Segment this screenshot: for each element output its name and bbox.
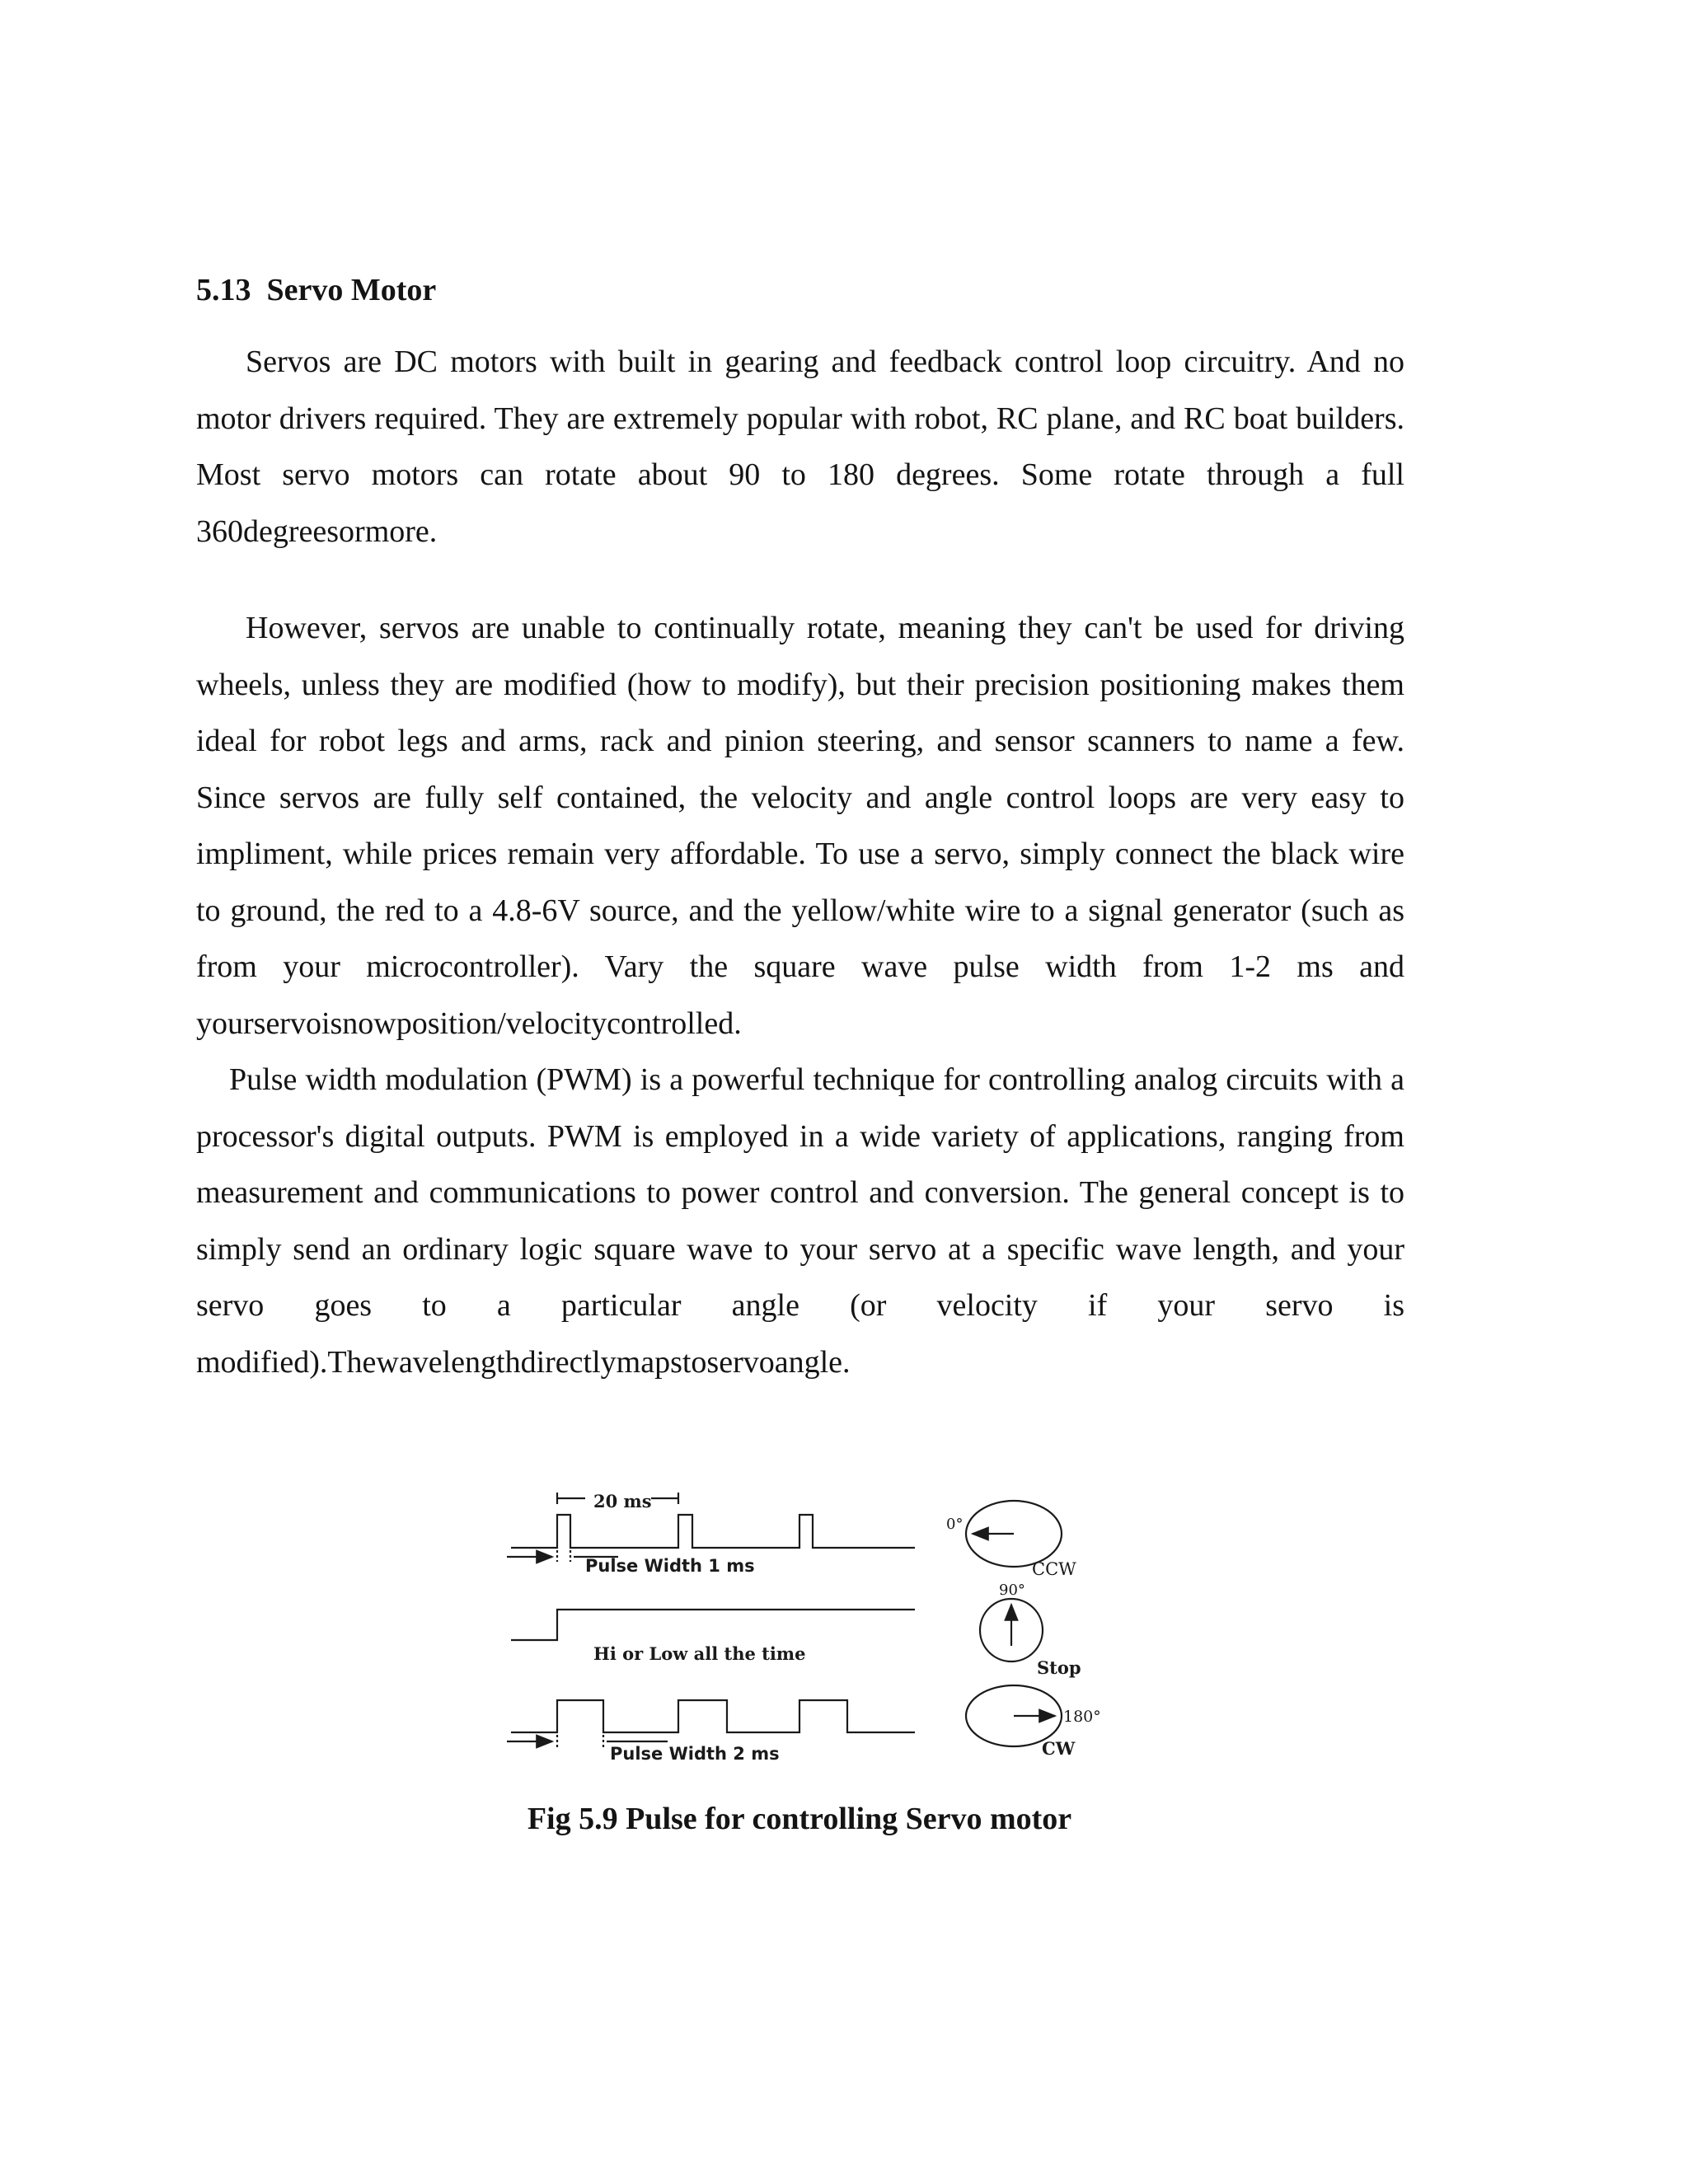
pulse1-label: Pulse Width 1 ms <box>585 1556 755 1576</box>
ccw-label: CCW <box>1032 1559 1076 1579</box>
cw-label: CW <box>1042 1738 1076 1759</box>
paragraph-servo-usage: However, servos are unable to continually rotate, meaning they can't be used for driving wheels, unless they are modified (how to modify), but their precision positioning makes them ideal for robot legs and arms, rack and pinion steering, and sensor scanners to name a few. Since servos are fully self contained, the velocity and angle control loops are very easy to impliment, while prices remain very affordable. To use a servo, simply connect the black wire to ground, the red to a 4.8-6V source, and the yellow/white wire to a signal generator (such as from your microcontroller). Vary the square wave pulse width from 1-2 ms and yourservoisnowposition/velocitycontrolled. <box>196 611 1404 1041</box>
angle-180-label: 180° <box>1063 1708 1101 1726</box>
constant-label: Hi or Low all the time <box>593 1643 806 1664</box>
paragraph-pwm: Pulse width modulation (PWM) is a powerful technique for controlling analog circuits with a processor's digital outputs. PWM is employed in a wide variety of applications, ranging from measurement and communications to power control and conversion. The general concept is to simply send an ordinary logic square wave to your servo at a specific wave length, and your servo goes to a particular angle (or velocity if your servo is modified).Thewavelengthdirectlymapstoservoangle. <box>196 1062 1404 1380</box>
waveform-1ms <box>511 1515 915 1548</box>
pulse-diagram <box>503 1479 1146 1768</box>
waveform-2ms <box>511 1700 915 1732</box>
angle-0-label: 0° <box>946 1516 964 1533</box>
servo-stop-dial <box>980 1599 1043 1661</box>
angle-90-label: 90° <box>999 1582 1025 1599</box>
section-heading: 5.13 Servo Motor <box>196 273 437 307</box>
stop-label: Stop <box>1037 1657 1081 1678</box>
servo-ccw-dial <box>966 1501 1062 1567</box>
paragraph-servo-intro: Servos are DC motors with built in gearing and feedback control loop circuitry. And no motor drivers required. They are extremely popular with robot, RC plane, and RC boat builders. Most servo motors can rotate about 90 to 180 degrees. Some rotate through a full 360degreesormore. <box>196 344 1404 549</box>
figure-caption: Fig 5.9 Pulse for controlling Servo motor <box>527 1802 1072 1836</box>
period-label: 20 ms <box>593 1491 652 1511</box>
waveform-constant <box>511 1610 915 1640</box>
servo-cw-dial <box>966 1685 1062 1746</box>
pulse-diagram-svg <box>503 1479 1146 1768</box>
pulse2-label: Pulse Width 2 ms <box>610 1744 780 1764</box>
